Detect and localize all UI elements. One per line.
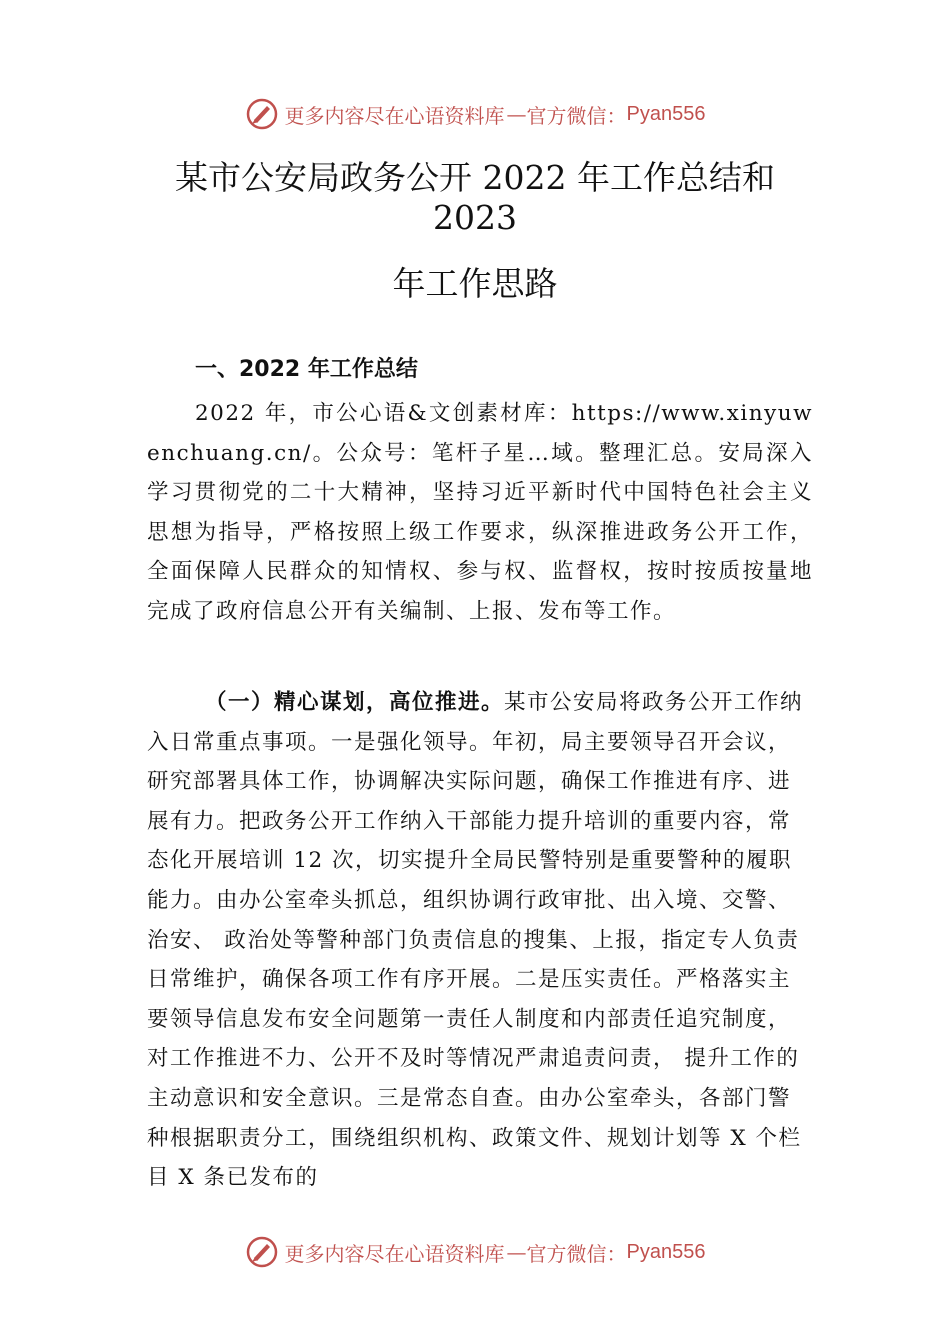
document-title-line-2: 2023 (433, 198, 517, 237)
paragraph-2-lead: （一）精心谋划，高位推进。 (205, 690, 505, 715)
section-heading: 一、2022 年工作总结 (195, 357, 418, 382)
banner-separator: — (506, 1240, 525, 1264)
banner-text: 更多内容尽在心语资料库 (284, 103, 505, 128)
paragraph-2 (147, 683, 813, 1203)
banner-contact-label: 官方微信： (526, 1241, 627, 1266)
banner-contact-label: 官方微信： (526, 103, 627, 128)
paragraph-1: 2022 年，市公心语&文创素材库：https://www.xinyuwenchuang.cn/。公众号：笔杆子星…域。整理汇总。安局深入学习贯彻党的二十大精神，坚持习近平新时代中国特色社会主义思想为指导，严格按照上级工作要求，纵深推进政务公开工作，全面保障人民群众的知情权、参与权、监督权，按时按质按量地完成了政府信息公开有关编制、上报、发布等工作。 (147, 401, 813, 624)
banner-contact-id: Pyan556 (626, 1240, 706, 1263)
writing-hand-logo-icon (245, 97, 279, 131)
footer-watermark-banner (0, 1232, 950, 1272)
paragraph-2-body: 某市公安局将政务公开工作纳入日常重点事项。一是强化领导。年初，局主要领导召开会议，研究部署具体工作，协调解决实际问题，确保工作推进有序、进展有力。把政务公开工作纳入干部能力提升培训的重要内容，常态化开展培训 12 次，切实提升全局民警特别是重要警种的履职能力。由办公室牵头抓总，组织协调行政审批、出入境、交警、治安、 政治处等警种部门负责信息的搜集、上报，指定专人负责日常维护，确保各项工作有序开展。二是压实责任。严格落实主要领导信息发布安全问题第一责任人制度和内部责任追究制度，对工作推进不力、公开不及时等情况严肃追责问责， 提升工作的主动意识和安全意识。三是常态自查。由办公室牵头，各部门警种根据职责分工，围绕组织机构、政策文件、规划计划等 X 个栏目 X 条已发布的 (147, 690, 804, 1191)
document-title-line-3: 年工作思路 (392, 264, 558, 303)
header-watermark-banner (0, 94, 950, 134)
document-title-line-1: 某市公安局政务公开 2022 年工作总结和 (175, 158, 775, 197)
banner-text: 更多内容尽在心语资料库 (284, 1241, 505, 1266)
banner-separator: — (506, 102, 525, 126)
banner-contact-id: Pyan556 (626, 102, 706, 125)
writing-hand-logo-icon (245, 1235, 279, 1269)
